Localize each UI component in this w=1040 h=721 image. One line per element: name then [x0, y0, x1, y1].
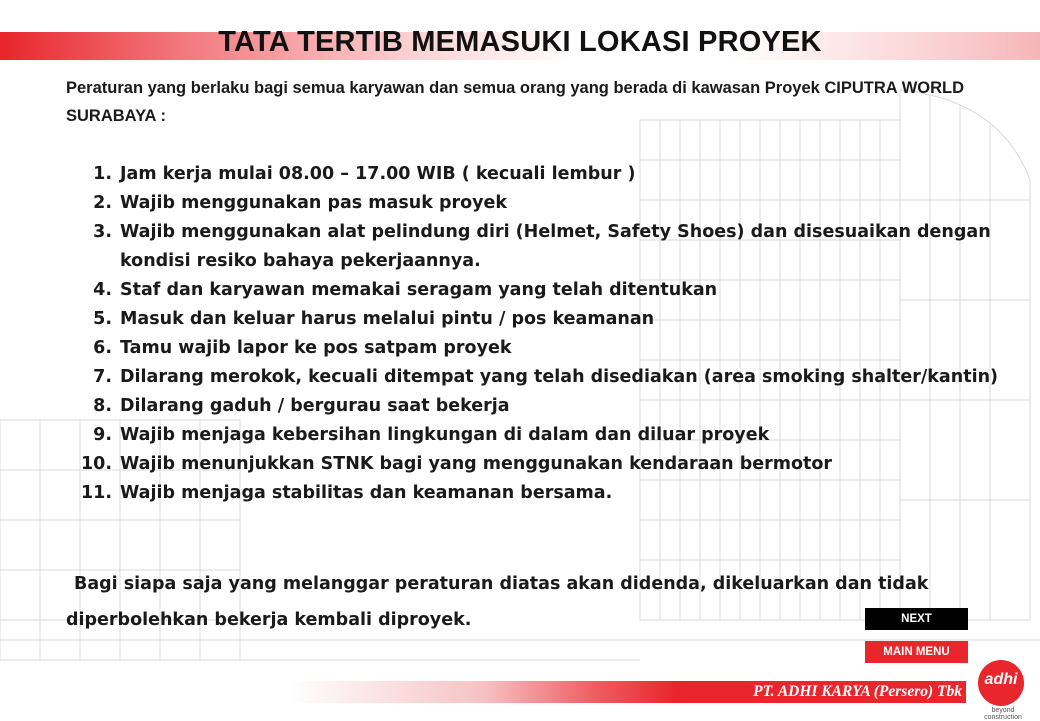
main-menu-button[interactable]: MAIN MENU [865, 641, 968, 663]
intro-text: Peraturan yang berlaku bagi semua karyawan dan semua orang yang berada di kawasan Proyek CIPUTRA WORLD SURABAYA : [66, 79, 965, 125]
rule-number: 6. [93, 338, 112, 358]
rule-number: 8. [93, 396, 112, 416]
rule-item [60, 276, 1000, 305]
rule-number: 10. [80, 454, 112, 474]
company-name: PT. ADHI KARYA (Persero) Tbk [753, 683, 962, 700]
rule-number: 7. [93, 367, 112, 387]
next-button[interactable]: NEXT [865, 608, 968, 630]
rule-text: Wajib menjaga stabilitas dan keamanan bersama. [120, 483, 613, 503]
rule-number: 2. [93, 193, 112, 213]
page-title: TATA TERTIB MEMASUKI LOKASI PROYEK [218, 26, 822, 58]
rule-item [60, 479, 1000, 508]
logo-tagline: beyond construction [984, 707, 1022, 721]
rule-text: Wajib menggunakan alat pelindung diri (Helmet, Safety Shoes) dan disesuaikan dengan kondisi resiko bahaya pekerjaannya. [120, 222, 991, 271]
rule-text: Jam kerja mulai 08.00 – 17.00 WIB ( kecuali lembur ) [120, 164, 636, 184]
rule-item [60, 189, 1000, 218]
rule-text: Wajib menjaga kebersihan lingkungan di dalam dan diluar proyek [120, 425, 770, 445]
rule-number: 1. [93, 164, 112, 184]
rule-item [60, 305, 1000, 334]
rule-number: 4. [93, 280, 112, 300]
rule-text: Tamu wajib lapor ke pos satpam proyek [120, 338, 512, 358]
rule-number: 3. [93, 222, 112, 242]
rule-item [60, 160, 1000, 189]
rule-item [60, 450, 1000, 479]
rule-text: Masuk dan keluar harus melalui pintu / pos keamanan [120, 309, 655, 329]
rule-number: 11. [80, 483, 112, 503]
logo-wordmark: adhi [984, 671, 1018, 688]
rule-text: Dilarang merokok, kecuali ditempat yang telah disediakan (area smoking shalter/kantin) [120, 367, 999, 387]
rule-text: Wajib menunjukkan STNK bagi yang menggunakan kendaraan bermotor [120, 454, 833, 474]
rule-text: Wajib menggunakan pas masuk proyek [120, 193, 508, 213]
rule-text: Dilarang gaduh / bergurau saat bekerja [120, 396, 510, 416]
rule-item [60, 363, 1000, 392]
rules-list [60, 160, 1000, 508]
rule-text: Staf dan karyawan memakai seragam yang telah ditentukan [120, 280, 718, 300]
closing-note: Bagi siapa saja yang melanggar peraturan diatas akan didenda, dikeluarkan dan tidak diperbolehkan bekerja kembali diproyek. [66, 574, 929, 630]
rule-number: 5. [93, 309, 112, 329]
rule-item [60, 392, 1000, 421]
rule-item [60, 218, 1000, 276]
adhi-logo [972, 660, 1038, 721]
rule-item [60, 421, 1000, 450]
rule-number: 9. [93, 425, 112, 445]
rule-item [60, 334, 1000, 363]
